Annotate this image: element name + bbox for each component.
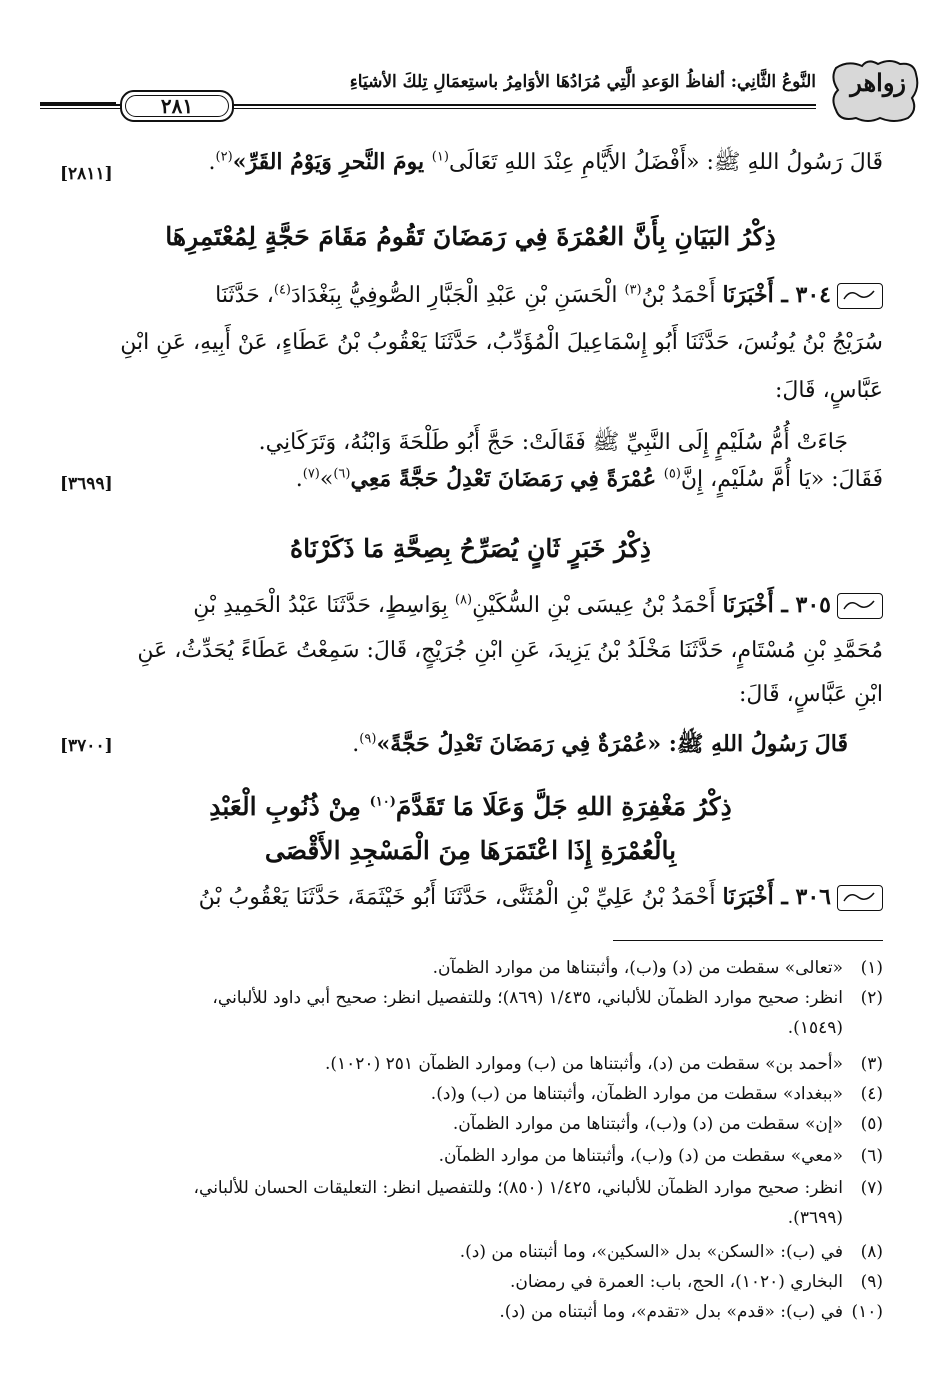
footnote-number: (٧) — [860, 1178, 883, 1198]
footnote-text: في (ب): «قدم» بدل «تقدم»، وما أثبتناه من (د). — [499, 1302, 843, 1322]
hadith-icon — [837, 593, 883, 619]
footnote-separator — [613, 940, 883, 941]
text-span: بِوَاسِطٍ، حَدَّثَنَا عَبْدُ الْحَمِيدِ بْنِ — [193, 593, 455, 618]
footnote — [58, 1300, 883, 1325]
hadith-line: جَاءَتْ أُمُّ سُلَيْمٍ إِلَى النَّبِيِّ ﷺ فَقَالَتْ: حَجَّ أَبُو طَلْحَةَ وَابْنُهُ، وَتَرَكَانِي. — [258, 430, 848, 455]
footnote-text: «إن» سقطت من (د) و(ب)، وأثبتناها من موارد الظمآن. — [452, 1114, 843, 1134]
text-span: . — [352, 732, 360, 757]
page-number-box — [120, 90, 234, 122]
hadith-line — [58, 282, 883, 309]
footnote-text: انظر: صحيح موارد الظمآن للألباني، ١/٤٣٥ (٨٦٩)؛ وللتفصيل انظر: صحيح أبي داود للألباني، — [212, 988, 843, 1008]
reference-number: [٣٦٩٩] — [60, 474, 113, 494]
footnote-marker[interactable]: (١٠) — [369, 794, 396, 810]
section-heading — [58, 792, 883, 821]
logo-text: زواهر — [850, 68, 906, 97]
footnote-text: في (ب): «السكن» بدل «السكين»، وما أثبتناه من (د). — [459, 1242, 843, 1262]
footnote-number: (٩) — [860, 1272, 883, 1292]
footnote — [58, 1016, 843, 1041]
hadith-number: ٣٠٥ ـ أَخْبَرَنَا — [722, 592, 831, 618]
footnote — [58, 1082, 883, 1107]
text-span: أَحْمَدُ بْنُ عَلِيِّ بْنِ الْمُثَنَّى، حَدَّثَنَا أَبُو خَيْثَمَةَ، حَدَّثَنَا يَعْقُوبُ بْنُ — [198, 885, 723, 910]
footnote-marker[interactable]: (٧) — [302, 466, 320, 482]
text-span: قَالَ رَسُولُ اللهِ ﷺ: «أَفْضَلُ الأَيَّامِ عِنْدَ اللهِ تَعَالَى — [448, 150, 883, 175]
footnote-number: (٣) — [860, 1054, 883, 1074]
footnote-number: (٥) — [860, 1114, 883, 1134]
footnote-number: (٨) — [860, 1242, 883, 1262]
footnote — [58, 1176, 883, 1201]
text-span: ذِكْرُ مَغْفِرَةِ اللهِ جَلَّ وَعَلَا مَا تَقَدَّمَ — [395, 792, 732, 821]
text-span: أَحْمَدُ بْنُ عِيسَى بْنِ السُّكَيْنِ — [472, 593, 723, 618]
hadith-line: ابْنِ عَبَّاسٍ، قَالَ: — [738, 682, 883, 707]
hadith-line — [250, 730, 848, 762]
footnote-number: (٤) — [860, 1084, 883, 1104]
footnote-text: (٣٦٩٩). — [787, 1208, 843, 1228]
text-span: يومَ النَّحرِ وَيَوْمُ القَرِّ» — [232, 149, 432, 175]
footnote-marker[interactable]: (٩) — [359, 731, 377, 747]
text-span: » — [319, 467, 334, 492]
footnote — [58, 1144, 883, 1169]
footnote-text: «أحمد بن» سقطت من (د)، وأثبتناها من (ب) وموارد الظمآن ٢٥١ (١٠٢٠). — [324, 1054, 843, 1074]
hadith-number: ٣٠٦ ـ أَخْبَرَنَا — [722, 884, 831, 910]
hadith-line — [240, 466, 883, 492]
hadith-line: سُرَيْجُ بْنُ يُونُسَ، حَدَّثَنَا أَبُو إِسْمَاعِيلَ الْمُؤَدِّبُ، حَدَّثَنَا يَعْقُوبُ بْنُ عَطَاءٍ، عَنْ أَبِيهِ، عَنِ ابْنِ — [120, 330, 883, 355]
footnote-marker[interactable]: (٨) — [454, 592, 473, 608]
footnote — [58, 1112, 883, 1137]
page-header — [40, 58, 920, 126]
footnote-number: (١) — [860, 958, 883, 978]
footnote-marker[interactable]: (٢) — [215, 149, 233, 165]
footnote — [58, 986, 883, 1011]
text-span: الْحَسَنِ بْنِ عَبْدِ الْجَبَّارِ الصُّوفِيُّ بِبَغْدَادَ — [291, 283, 625, 308]
header-side-rule — [40, 102, 116, 104]
footnote-number: (١٠) — [851, 1302, 883, 1322]
header-side-rule-thin — [40, 108, 116, 109]
footnote-text: البخاري (١٠٢٠)، الحج، باب: العمرة في رمضان. — [509, 1272, 843, 1292]
footnote-text: «تعالى» سقطت من (د) و(ب)، وأثبتناها من موارد الظمآن. — [432, 958, 843, 978]
footnote-marker[interactable]: (٤) — [273, 282, 291, 298]
footnote — [58, 956, 883, 981]
footnote-text: «معي» سقطت من (د) و(ب)، وأثبتناها من موارد الظمآن. — [438, 1146, 843, 1166]
footnote-text: انظر: صحيح موارد الظمآن للألباني، ١/٤٢٥ (٨٥٠)؛ وللتفصيل انظر: التعليقات الحسان للألباني، — [193, 1178, 843, 1198]
footnote-text: «ببغداد» سقطت من موارد الظمآن، وأثبتناها من (ب) و(د). — [430, 1084, 843, 1104]
series-logo-badge — [828, 58, 920, 124]
text-span: أَحْمَدُ بْنُ — [641, 283, 723, 308]
hadith-line — [58, 592, 883, 619]
reference-number: [٣٧٠٠] — [60, 736, 113, 756]
text-span: فَقَالَ: «يَا أُمَّ سُلَيْمٍ، إِنَّ — [680, 467, 883, 492]
text-span: عُمْرَةً فِي رَمَضَانَ تَعْدِلُ حَجَّةً مَعِي — [350, 466, 664, 492]
hadith-icon — [837, 885, 883, 911]
reference-number: [٢٨١١] — [60, 164, 113, 184]
footnote — [58, 1206, 843, 1231]
footnote-marker[interactable]: (١) — [431, 149, 449, 165]
footnote-number: (٦) — [860, 1146, 883, 1166]
footnote-marker[interactable]: (٥) — [663, 466, 681, 482]
hadith-line: عَبَّاسٍ، قَالَ: — [774, 378, 883, 403]
hadith-number: ٣٠٤ ـ أَخْبَرَنَا — [722, 282, 831, 308]
text-span: ، حَدَّثَنَا — [215, 283, 274, 308]
section-heading: بِالْعُمْرَةِ إِذَا اعْتَمَرَهَا مِنَ الْمَسْجِدِ الأَقْصَى — [264, 836, 677, 865]
running-title: النَّوعُ الثَّانِي: ألفاظُ الوَعدِ الَّتِي مُرَادُهَا الأوَامِرُ باستِعمَالِ تِلكَ الأشيَاءِ — [349, 72, 816, 92]
section-heading: ذِكْرُ البَيَانِ بِأَنَّ العُمْرَةَ فِي رَمَضَانَ تَقُومُ مَقَامَ حَجَّةٍ لِمُعْتَمِرِهَا — [165, 222, 776, 251]
footnote — [58, 1052, 883, 1077]
text-span: . — [295, 467, 303, 492]
hadith-line — [208, 148, 883, 180]
hadith-icon — [837, 283, 883, 309]
text-span: مِنْ ذُنُوبِ الْعَبْدِ — [209, 792, 370, 821]
page-number: ٢٨١ — [160, 94, 194, 118]
text-span: قَالَ رَسُولُ اللهِ ﷺ: «عُمْرَةٌ فِي رَمَضَانَ تَعْدِلُ حَجَّةً» — [376, 731, 848, 757]
footnote-number: (٢) — [860, 988, 883, 1008]
footnote-marker[interactable]: (٦) — [333, 466, 351, 482]
hadith-line — [58, 884, 883, 911]
text-span: . — [208, 150, 216, 175]
footnote-marker[interactable]: (٣) — [624, 282, 642, 298]
footnote — [58, 1240, 883, 1265]
footnote-text: (١٥٤٩). — [787, 1018, 843, 1038]
hadith-line: مُحَمَّدِ بْنِ مُسْتَامٍ، حَدَّثَنَا مَخْلَدُ بْنُ يَزِيدَ، عَنِ ابْنِ جُرَيْجٍ، قَالَ: سَمِعْتُ عَطَاءً يُحَدِّثُ، عَنِ — [137, 638, 883, 663]
section-heading: ذِكْرُ خَبَرٍ ثَانٍ يُصَرِّحُ بِصِحَّةِ مَا ذَكَرْنَاهُ — [289, 534, 652, 563]
footnote — [58, 1270, 883, 1295]
